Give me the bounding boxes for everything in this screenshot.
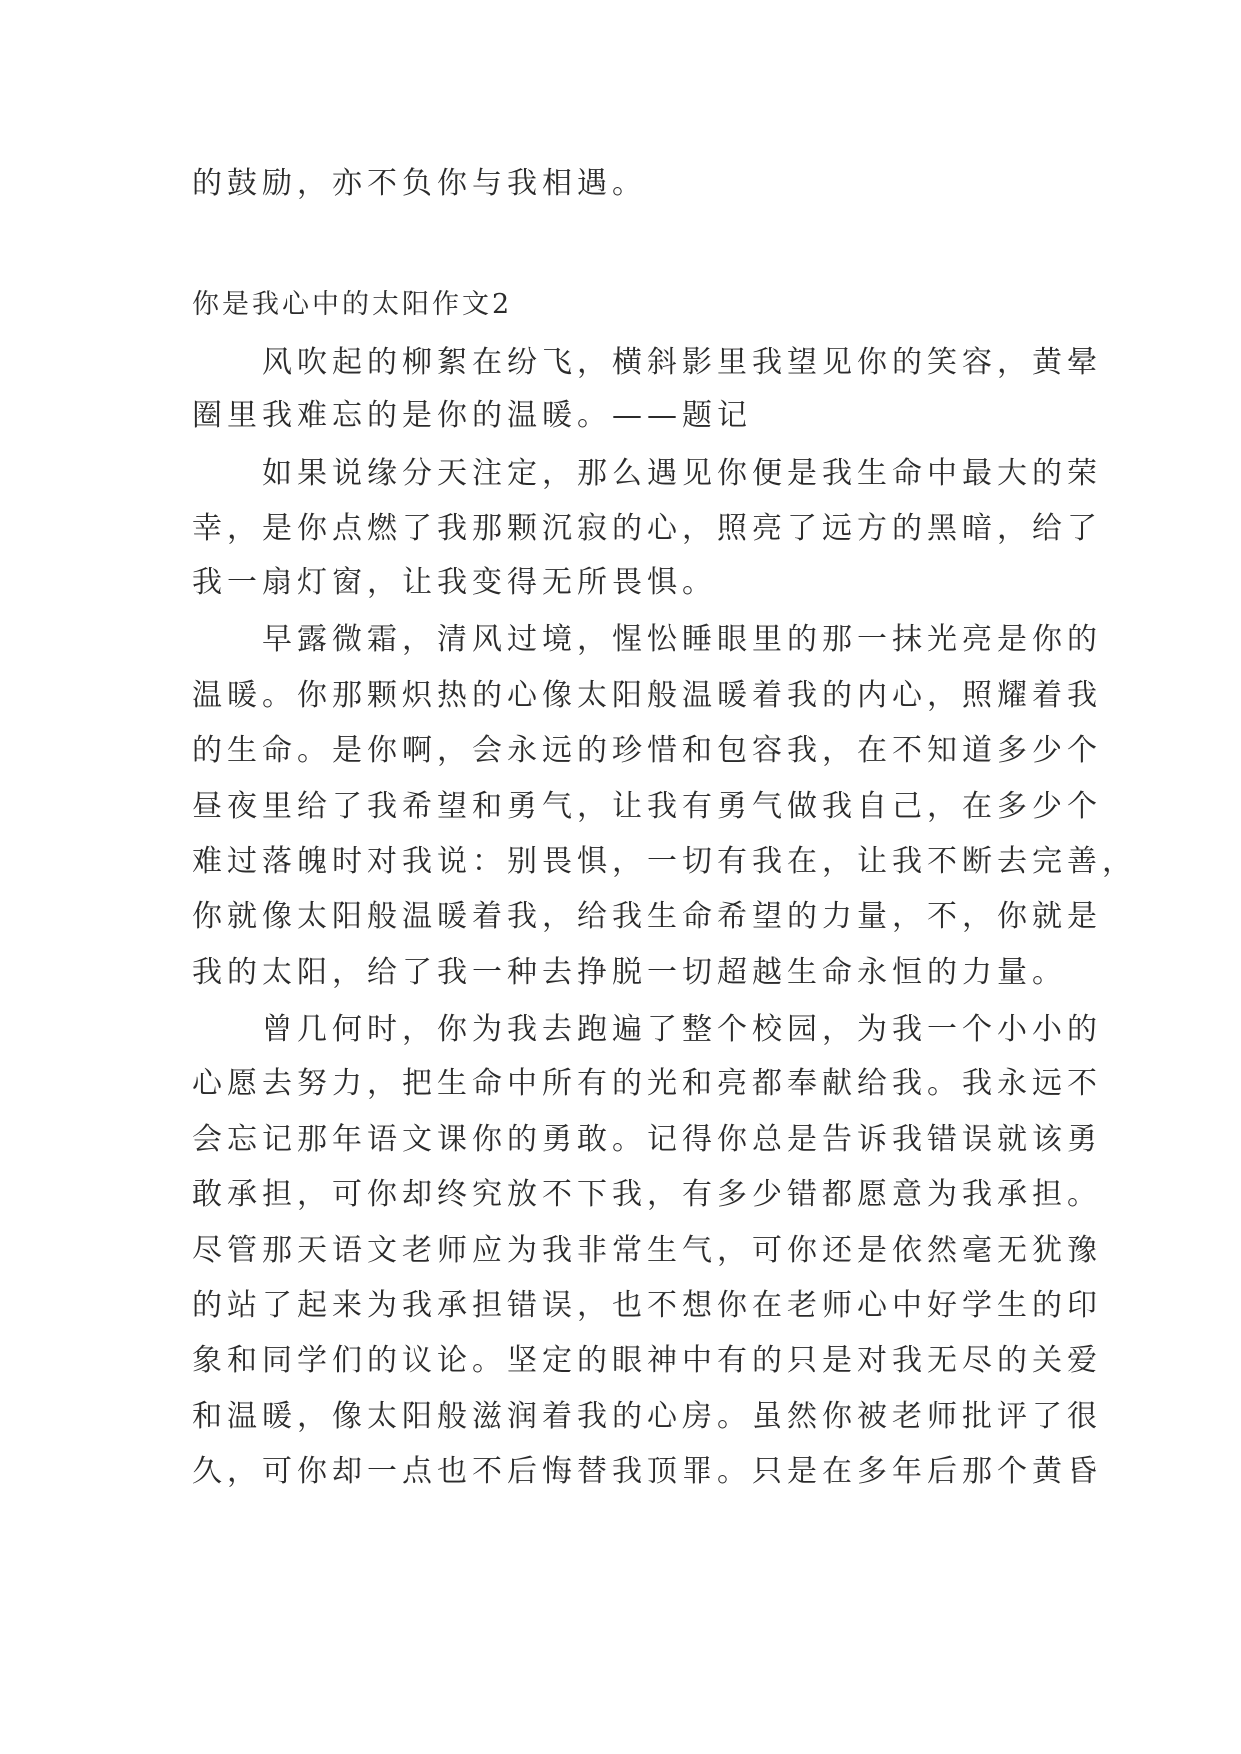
text-line: 风吹起的柳絮在纷飞，横斜影里我望见你的笑容，黄晕 <box>192 345 1102 380</box>
text-line: 的生命。是你啊，会永远的珍惜和包容我，在不知道多少个 <box>192 733 1102 768</box>
text-line: 幸，是你点燃了我那颗沉寂的心，照亮了远方的黑暗，给了 <box>192 511 1102 546</box>
text-line: 的站了起来为我承担错误，也不想你在老师心中好学生的印 <box>192 1288 1102 1323</box>
text-line: 如果说缘分天注定，那么遇见你便是我生命中最大的荣 <box>192 456 1102 491</box>
text-line: 温暖。你那颗炽热的心像太阳般温暖着我的内心，照耀着我 <box>192 678 1102 713</box>
text-line: 我一扇灯窗，让我变得无所畏惧。 <box>192 565 717 600</box>
essay-title: 你是我心中的太阳作文2 <box>192 289 513 320</box>
text-line: 早露微霜，清风过境，惺忪睡眼里的那一抹光亮是你的 <box>192 622 1102 657</box>
text-line: 难过落魄时对我说：别畏惧，一切有我在，让我不断去完善， <box>192 844 1137 879</box>
text-line: 心愿去努力，把生命中所有的光和亮都奉献给我。我永远不 <box>192 1066 1102 1101</box>
text-line: 你就像太阳般温暖着我，给我生命希望的力量，不，你就是 <box>192 899 1102 934</box>
text-line: 圈里我难忘的是你的温暖。——题记 <box>192 398 752 433</box>
text-line: 尽管那天语文老师应为我非常生气，可你还是依然毫无犹豫 <box>192 1233 1102 1268</box>
text-line: 久，可你却一点也不后悔替我顶罪。只是在多年后那个黄昏 <box>192 1454 1102 1489</box>
text-line: 我的太阳，给了我一种去挣脱一切超越生命永恒的力量。 <box>192 955 1067 990</box>
text-line: 会忘记那年语文课你的勇敢。记得你总是告诉我错误就该勇 <box>192 1122 1102 1157</box>
text-line: 和温暖，像太阳般滋润着我的心房。虽然你被老师批评了很 <box>192 1399 1102 1434</box>
text-line: 曾几何时，你为我去跑遍了整个校园，为我一个小小的 <box>192 1012 1102 1047</box>
text-line: 象和同学们的议论。坚定的眼神中有的只是对我无尽的关爱 <box>192 1343 1102 1378</box>
text-line: 敢承担，可你却终究放不下我，有多少错都愿意为我承担。 <box>192 1177 1102 1212</box>
continuation-line: 的鼓励，亦不负你与我相遇。 <box>192 166 647 201</box>
text-line: 昼夜里给了我希望和勇气，让我有勇气做我自己，在多少个 <box>192 789 1102 824</box>
